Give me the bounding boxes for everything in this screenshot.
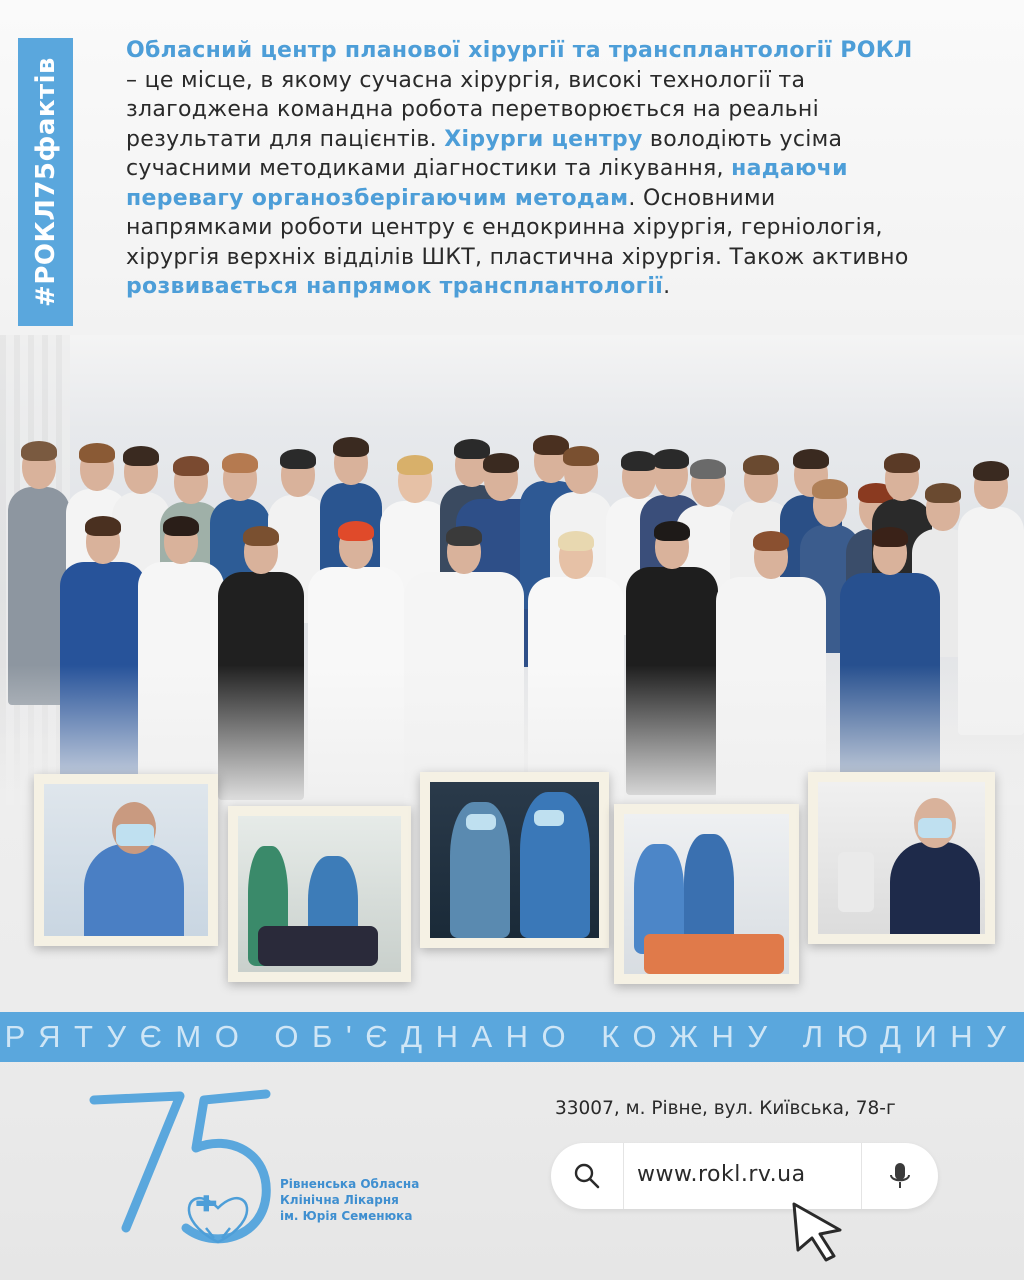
photo-surgery-team-1 [228,806,411,982]
photo-surgery-team-3 [614,804,799,984]
hospital-name-line-2: Клінічна Лікарня [280,1193,399,1207]
hashtag-text: #РОКЛ75фактів [30,57,61,307]
intro-text-1: – це місце, в якому сучасна хірургія, високі технології та злагоджена командна робота перетворюється на реальні результати для пацієнтів. [126,67,819,152]
hospital-name [280,1176,480,1224]
hospital-name-line-3: ім. Юрія Семенюка [280,1209,413,1223]
logo-75-graphic [88,1078,298,1268]
search-divider-left [623,1143,624,1209]
url-search-bar[interactable] [551,1143,938,1209]
search-divider-right [861,1143,862,1209]
intro-highlight-title: Обласний центр планової хірургії та трансплантології РОКЛ [126,38,913,63]
logo-75 [88,1078,298,1268]
intro-highlight-surgeons: Хірурги центру [444,126,643,152]
photo-surgery-team-2 [420,772,609,948]
slogan-text: РЯТУЄМО ОБ'ЄДНАНО КОЖНУ ЛЮДИНУ [4,1019,1020,1054]
intro-highlight-methods: надаючи перевагу органозберігаючим методам [126,156,848,211]
cursor-arrow-icon [790,1200,850,1268]
intro-text-3: . Основними напрямками роботи центру є ендокринна хірургія, герніологія, хірургія верхніх відділів ШКТ, пластична хірургія. Також активно [126,185,909,270]
photo-surgeon-portrait [34,774,218,946]
intro-text-2: володіють усіма сучасними методиками діагностики та лікування, [126,126,843,181]
intro-highlight-transplant: розвивається напрямок трансплантології [126,274,664,299]
intro-paragraph [126,36,926,302]
team-group-photo [0,335,1024,805]
search-icon[interactable] [573,1162,601,1194]
photo-nurse-portrait [808,772,995,944]
microphone-icon[interactable] [888,1161,912,1195]
hashtag-banner [18,38,73,326]
slogan-banner [0,1012,1024,1062]
hospital-name-line-1: Рівненська Обласна [280,1177,420,1191]
address-text: 33007, м. Рівне, вул. Київська, 78-г [555,1098,896,1119]
intro-text-4: . [663,274,671,299]
website-url[interactable]: www.rokl.rv.ua [637,1162,806,1187]
